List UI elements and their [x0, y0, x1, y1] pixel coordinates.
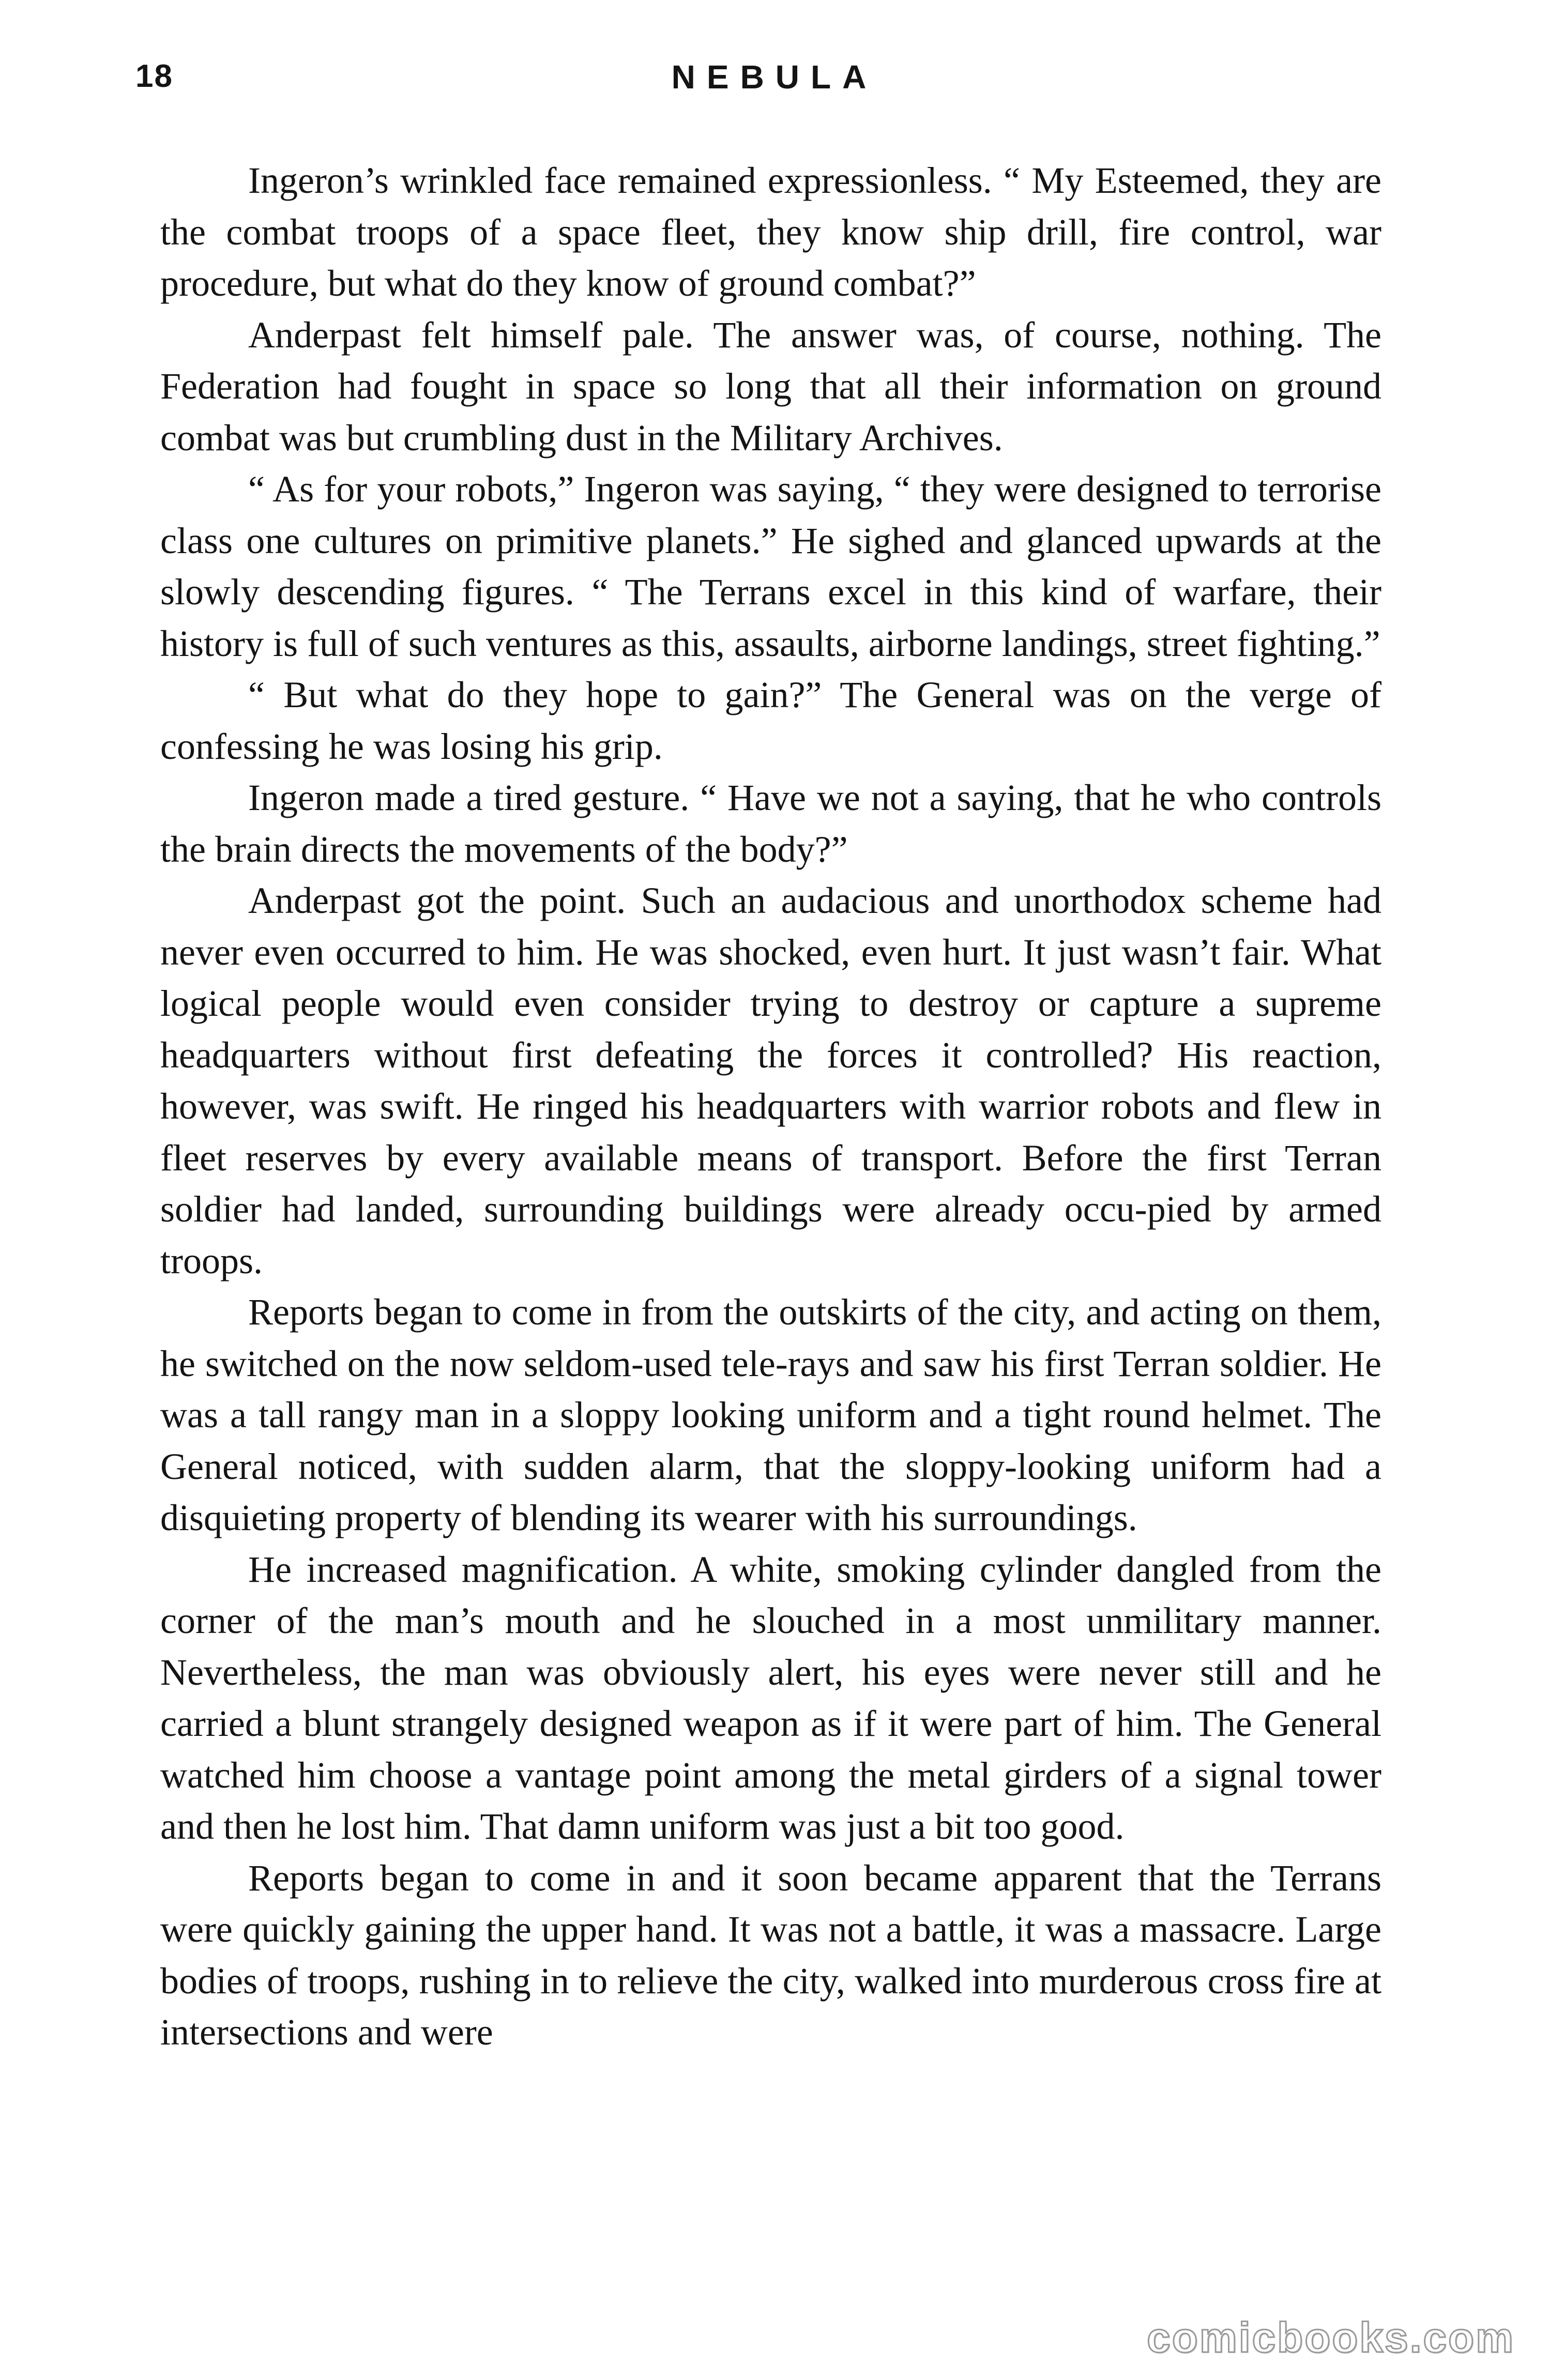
paragraph-1: Ingeron’s wrinkled face remained expressionless. “ My Esteemed, they are the combat troops of a space fleet, they know ship drill, fire control, war procedure, but what do they know of ground combat?” — [160, 160, 1381, 304]
paragraph-7: Reports began to come in from the outskirts of the city, and acting on them, he switched on the now seldom-used tele-rays and saw his first Terran soldier. He was a tall rangy man in a sloppy looking uniform and a tight round helmet. The General noticed, with sudden alarm, that the sloppy-looking uniform had a disquieting property of blending its wearer with his surroundings. — [160, 1291, 1381, 1538]
story-text — [160, 155, 1381, 2058]
paragraph-4: “ But what do they hope to gain?” The General was on the verge of confessing he was losing his grip. — [160, 674, 1381, 767]
running-head-title: NEBULA — [671, 58, 878, 96]
paragraph-5: Ingeron made a tired gesture. “ Have we not a saying, that he who controls the brain directs the movements of the body?” — [160, 777, 1381, 870]
paragraph-3: “ As for your robots,” Ingeron was saying, “ they were designed to terrorise class one cultures on primitive planets.” He sighed and glanced upwards at the slowly descending figures. “ The Terrans excel in this kind of warfare, their history is full of such ventures as this, assaults, airborne landings, street fighting.” — [160, 468, 1381, 664]
paragraph-8: He increased magnification. A white, smoking cylinder dangled from the corner of the man’s mouth and he slouched in a most unmilitary manner. Nevertheless, the man was obviously alert, his eyes were never still and he carried a blunt strangely designed weapon as if it were part of him. The General watched him choose a vantage point among the metal girders of a signal tower and then he lost him. That damn uniform was just a bit too good. — [160, 1548, 1381, 1847]
paragraph-2: Anderpast felt himself pale. The answer was, of course, nothing. The Federation had fought in space so long that all their information on ground combat was but crumbling dust in the Military Archives. — [160, 314, 1381, 459]
paragraph-9: Reports began to come in and it soon became apparent that the Terrans were quickly gaining the upper hand. It was not a battle, it was a massacre. Large bodies of troops, rushing in to relieve the city, walked into murderous cross fire at intersections and were — [160, 1857, 1381, 2053]
paragraph-6: Anderpast got the point. Such an audacious and unorthodox scheme had never even occurred to him. He was shocked, even hurt. It just wasn’t fair. What logical people would even consider trying to destroy or capture a supreme headquarters without first defeating the forces it controlled? His reaction, however, was swift. He ringed his headquarters with warrior robots and flew in fleet reserves by every available means of transport. Before the first Terran soldier had landed, surrounding buildings were already occu-pied by armed troops. — [160, 880, 1381, 1281]
watermark: comicbooks.com — [1147, 2314, 1515, 2361]
page-number: 18 — [135, 58, 173, 94]
